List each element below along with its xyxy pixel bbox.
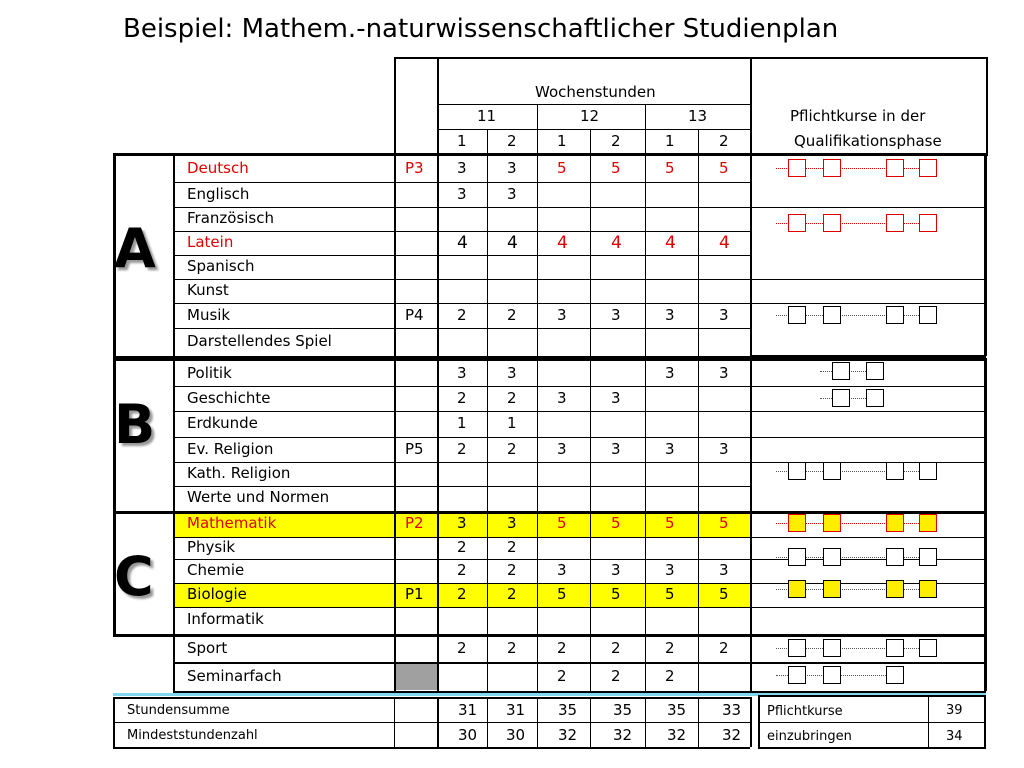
grid-line xyxy=(750,583,984,584)
grid-line xyxy=(537,662,538,691)
grid-line xyxy=(750,279,984,280)
hours-value: 5 xyxy=(719,159,729,177)
hours-value: 3 xyxy=(719,561,729,579)
grid-line xyxy=(437,697,439,747)
grid-line xyxy=(173,559,750,560)
grid-line xyxy=(750,437,984,438)
pkurs-label: P5 xyxy=(405,439,424,458)
course-checkbox-icon xyxy=(823,639,841,657)
header-half: 2 xyxy=(719,132,729,150)
grid-line xyxy=(750,559,984,560)
grid-line xyxy=(173,231,750,232)
pkurs-label: P3 xyxy=(405,159,424,177)
grid-line xyxy=(537,634,538,662)
subject-name: Kath. Religion xyxy=(187,464,291,482)
grid-line xyxy=(645,358,646,511)
course-checkbox-icon xyxy=(886,580,904,598)
grid-line xyxy=(394,57,986,59)
course-checkbox-icon xyxy=(788,514,806,532)
grid-line xyxy=(590,634,591,662)
page-title: Beispiel: Mathem.-naturwissenschaftlicher Studienplan xyxy=(123,14,839,44)
footer-stundensumme-value: 31 xyxy=(458,701,478,719)
hours-value: 2 xyxy=(507,585,517,603)
course-checkbox-icon xyxy=(886,462,904,480)
grid-line xyxy=(750,303,984,304)
grid-line xyxy=(645,634,646,662)
hours-value: 2 xyxy=(611,667,621,685)
footer-einzubringen-label: einzubringen xyxy=(767,729,852,744)
hours-value: 5 xyxy=(557,159,567,177)
hours-value: 2 xyxy=(719,639,729,657)
hours-value: 2 xyxy=(457,388,467,407)
course-checkbox-icon xyxy=(919,462,937,480)
grid-line xyxy=(394,511,396,634)
hours-value: 3 xyxy=(457,363,467,382)
footer-stundensumme-value: 31 xyxy=(506,701,526,719)
course-checkbox-icon xyxy=(919,639,937,657)
course-checkbox-icon xyxy=(886,548,904,566)
hours-value: 2 xyxy=(665,639,675,657)
hours-value: 3 xyxy=(457,514,467,532)
course-checkbox-icon xyxy=(823,214,841,232)
footer-mindest-value: 32 xyxy=(722,726,742,744)
grid-line xyxy=(173,486,750,487)
footer-mindest-value: 32 xyxy=(667,726,687,744)
hours-value: 3 xyxy=(611,439,621,458)
hours-value: 5 xyxy=(611,585,621,603)
grid-line xyxy=(487,634,488,662)
pkurs-label: P2 xyxy=(405,514,424,532)
course-checkbox-icon xyxy=(823,159,841,177)
subject-name: Informatik xyxy=(187,610,264,628)
grid-line xyxy=(487,358,488,511)
grid-line xyxy=(487,662,488,691)
subject-name: Erdkunde xyxy=(187,414,258,432)
footer-stundensumme-label: Stundensumme xyxy=(127,703,230,718)
header-year: 11 xyxy=(477,107,497,125)
hours-value: 2 xyxy=(665,667,675,685)
hours-value: 3 xyxy=(665,363,675,382)
hours-value: 3 xyxy=(719,305,729,324)
hours-value: 5 xyxy=(719,585,729,603)
hours-value: 4 xyxy=(457,233,468,253)
course-checkbox-icon xyxy=(919,306,937,324)
header-half: 2 xyxy=(611,132,621,150)
grid-line xyxy=(698,662,699,691)
grid-line xyxy=(113,697,115,747)
footer-mindest-value: 32 xyxy=(613,726,633,744)
course-checkbox-icon xyxy=(788,306,806,324)
course-checkbox-icon xyxy=(823,666,841,684)
grid-line xyxy=(698,358,699,511)
grid-line xyxy=(437,634,439,662)
grid-line xyxy=(437,104,750,105)
grid-line xyxy=(173,437,750,438)
hours-value: 5 xyxy=(719,514,729,532)
footer-mindest-label: Mindeststundenzahl xyxy=(127,728,258,743)
course-checkbox-icon xyxy=(919,214,937,232)
grid-line xyxy=(750,697,752,747)
hours-value: 3 xyxy=(457,184,467,203)
subject-name: Politik xyxy=(187,363,232,382)
course-checkbox-icon xyxy=(886,666,904,684)
grid-line xyxy=(750,662,752,691)
hours-value: 5 xyxy=(665,585,675,603)
hours-value: 3 xyxy=(557,561,567,579)
grid-line xyxy=(113,697,750,699)
hours-value: 5 xyxy=(665,159,675,177)
course-checkbox-icon xyxy=(823,548,841,566)
hours-value: 2 xyxy=(507,439,517,458)
subject-name: Darstellendes Spiel xyxy=(187,331,332,350)
grid-line xyxy=(394,57,396,156)
group-letter-c: C xyxy=(114,545,154,608)
grid-line xyxy=(173,634,986,636)
hours-value: 2 xyxy=(557,639,567,657)
grid-line xyxy=(758,722,986,723)
subject-name: Ev. Religion xyxy=(187,439,274,458)
footer-stundensumme-value: 35 xyxy=(613,701,633,719)
hours-value: 3 xyxy=(719,363,729,382)
hours-value: 4 xyxy=(557,233,568,253)
header-half: 2 xyxy=(507,132,517,150)
grid-line xyxy=(750,153,752,356)
hours-value: 3 xyxy=(557,439,567,458)
footer-mindest-value: 32 xyxy=(558,726,578,744)
course-checkbox-icon xyxy=(788,580,806,598)
header-half: 1 xyxy=(665,132,675,150)
grid-line xyxy=(645,511,646,634)
hours-value: 4 xyxy=(611,233,622,253)
pkurs-label: P4 xyxy=(405,305,424,324)
subject-name: Latein xyxy=(187,233,234,251)
hours-value: 3 xyxy=(719,439,729,458)
course-checkbox-icon xyxy=(823,580,841,598)
hours-value: 2 xyxy=(507,305,517,324)
grid-line xyxy=(750,607,984,608)
grid-line xyxy=(173,328,750,329)
subject-name: Kunst xyxy=(187,281,229,299)
subject-name: Seminarfach xyxy=(187,667,282,685)
course-checkbox-icon xyxy=(788,214,806,232)
grid-line xyxy=(173,303,750,304)
grid-line xyxy=(758,747,986,749)
subject-name: Sport xyxy=(187,639,228,657)
grid-line xyxy=(698,129,699,156)
hours-value: 2 xyxy=(457,561,467,579)
grid-line xyxy=(173,583,750,584)
grid-line xyxy=(537,697,538,747)
grid-line xyxy=(173,662,986,664)
course-checkbox-icon xyxy=(919,580,937,598)
course-checkbox-icon xyxy=(788,462,806,480)
grid-line xyxy=(173,358,175,511)
course-checkbox-icon xyxy=(886,214,904,232)
grid-line xyxy=(173,411,750,412)
hours-value: 2 xyxy=(507,639,517,657)
grid-line xyxy=(750,355,984,356)
hours-value: 3 xyxy=(507,514,517,532)
hours-value: 3 xyxy=(507,184,517,203)
grid-line xyxy=(750,386,984,387)
hours-value: 3 xyxy=(665,305,675,324)
grid-line xyxy=(750,634,752,662)
grid-line xyxy=(590,662,591,691)
hours-value: 3 xyxy=(557,388,567,407)
subject-name: Biologie xyxy=(187,585,247,603)
header-year: 12 xyxy=(580,107,600,125)
grid-line xyxy=(173,662,175,691)
hours-value: 2 xyxy=(507,561,517,579)
header-half: 1 xyxy=(557,132,567,150)
course-checkbox-icon xyxy=(823,306,841,324)
course-checkbox-icon xyxy=(866,389,884,407)
grid-line xyxy=(750,358,752,511)
hours-value: 1 xyxy=(457,414,467,432)
grid-line xyxy=(437,662,439,691)
grid-line xyxy=(986,57,988,156)
grid-line xyxy=(437,129,750,130)
subject-name: Chemie xyxy=(187,561,245,579)
course-checkbox-icon xyxy=(823,514,841,532)
hours-value: 3 xyxy=(507,159,517,177)
grid-line xyxy=(750,57,752,156)
grid-line xyxy=(487,129,488,156)
course-checkbox-icon xyxy=(886,639,904,657)
grid-line xyxy=(590,129,591,156)
hours-value: 4 xyxy=(665,233,676,253)
grid-line xyxy=(537,511,538,634)
group-letter-a: A xyxy=(114,217,156,280)
hours-value: 2 xyxy=(457,305,467,324)
hours-value: 2 xyxy=(557,667,567,685)
grid-line xyxy=(928,695,929,747)
grid-line xyxy=(984,153,987,356)
hours-value: 1 xyxy=(507,414,517,432)
grid-line xyxy=(758,695,760,747)
subject-name: Physik xyxy=(187,538,236,556)
grid-line xyxy=(173,279,750,280)
subject-name: Deutsch xyxy=(187,159,249,177)
grid-line xyxy=(437,358,439,511)
course-checkbox-icon xyxy=(788,159,806,177)
course-checkbox-icon xyxy=(866,362,884,380)
grid-line xyxy=(645,662,646,691)
grid-line xyxy=(173,182,750,183)
grid-line xyxy=(113,747,750,749)
hours-value: 3 xyxy=(611,305,621,324)
grid-line xyxy=(394,697,395,747)
grid-line xyxy=(173,255,750,256)
hours-value: 5 xyxy=(611,159,621,177)
pkurs-label: P1 xyxy=(405,585,424,603)
hours-value: 2 xyxy=(507,538,517,556)
grid-line xyxy=(437,57,439,156)
header-pflicht-line1: Pflichtkurse in der xyxy=(790,107,926,125)
grid-line xyxy=(750,511,984,512)
subject-name: Geschichte xyxy=(187,388,271,407)
course-checkbox-icon xyxy=(919,159,937,177)
footer-einzubringen-value: 34 xyxy=(946,729,963,744)
hours-value: 2 xyxy=(507,388,517,407)
subject-name: Französisch xyxy=(187,209,275,227)
course-checkbox-icon xyxy=(788,548,806,566)
group-letter-b: B xyxy=(114,393,156,456)
subject-name: Spanisch xyxy=(187,257,255,275)
grid-line xyxy=(394,662,396,691)
footer-pflichtkurse-value: 39 xyxy=(946,703,963,718)
grid-line xyxy=(537,358,538,511)
header-pflicht-line2: Qualifikationsphase xyxy=(794,132,942,150)
course-checkbox-icon xyxy=(919,548,937,566)
hours-value: 3 xyxy=(665,439,675,458)
grid-line xyxy=(698,697,699,747)
hours-value: 2 xyxy=(457,585,467,603)
footer-mindest-value: 30 xyxy=(458,726,478,744)
course-checkbox-icon xyxy=(832,362,850,380)
grid-line xyxy=(113,153,986,156)
grid-line xyxy=(487,697,488,747)
grid-line xyxy=(173,511,175,634)
grid-line xyxy=(173,207,750,208)
grid-line xyxy=(590,358,591,511)
grid-line xyxy=(750,537,984,538)
hours-value: 4 xyxy=(507,233,518,253)
grid-line xyxy=(394,358,396,511)
course-checkbox-icon xyxy=(886,306,904,324)
hours-value: 5 xyxy=(611,514,621,532)
seminar-gray-cell xyxy=(394,664,437,690)
subject-name: Musik xyxy=(187,305,231,324)
grid-line xyxy=(113,722,750,723)
grid-line xyxy=(394,634,396,662)
grid-line xyxy=(750,462,984,463)
grid-line xyxy=(750,511,752,634)
course-checkbox-icon xyxy=(788,666,806,684)
header-year: 13 xyxy=(688,107,708,125)
grid-line xyxy=(437,511,439,634)
grid-line xyxy=(173,386,750,387)
hours-value: 3 xyxy=(665,561,675,579)
hours-value: 4 xyxy=(719,233,730,253)
grid-line xyxy=(487,511,488,634)
course-checkbox-icon xyxy=(919,514,937,532)
grid-line xyxy=(590,697,591,747)
grid-line xyxy=(750,207,984,208)
hours-value: 2 xyxy=(457,639,467,657)
footer-mindest-value: 30 xyxy=(506,726,526,744)
grid-line xyxy=(537,104,538,156)
footer-stundensumme-value: 35 xyxy=(667,701,687,719)
grid-line xyxy=(645,104,646,156)
footer-pflichtkurse-label: Pflichtkurse xyxy=(767,704,843,719)
grid-line xyxy=(590,511,591,634)
grid-line xyxy=(984,634,987,662)
hours-value: 5 xyxy=(557,514,567,532)
hours-value: 2 xyxy=(611,639,621,657)
grid-line xyxy=(113,358,986,361)
course-checkbox-icon xyxy=(886,514,904,532)
course-checkbox-icon xyxy=(886,159,904,177)
hours-value: 5 xyxy=(665,514,675,532)
subject-name: Englisch xyxy=(187,184,250,203)
grid-line xyxy=(173,462,750,463)
hours-value: 2 xyxy=(457,538,467,556)
hours-value: 3 xyxy=(457,159,467,177)
grid-line xyxy=(984,695,986,747)
grid-line xyxy=(698,634,699,662)
subject-name: Werte und Normen xyxy=(187,488,330,506)
hours-value: 2 xyxy=(457,439,467,458)
grid-line xyxy=(698,511,699,634)
grid-line xyxy=(173,634,175,662)
grid-line xyxy=(173,607,750,608)
grid-line xyxy=(758,695,986,697)
grid-line xyxy=(984,358,987,511)
footer-stundensumme-value: 35 xyxy=(558,701,578,719)
course-checkbox-icon xyxy=(788,639,806,657)
hours-value: 3 xyxy=(557,305,567,324)
subject-name: Mathematik xyxy=(187,514,277,532)
grid-line xyxy=(984,511,987,634)
footer-stundensumme-value: 33 xyxy=(722,701,742,719)
hours-value: 5 xyxy=(557,585,567,603)
header-half: 1 xyxy=(457,132,467,150)
course-checkbox-icon xyxy=(823,462,841,480)
course-checkbox-icon xyxy=(832,389,850,407)
hours-value: 3 xyxy=(611,561,621,579)
header-wochenstunden: Wochenstunden xyxy=(535,83,656,101)
hours-value: 3 xyxy=(611,388,621,407)
hours-value: 3 xyxy=(507,363,517,382)
grid-line xyxy=(984,662,987,691)
grid-line xyxy=(645,697,646,747)
grid-line xyxy=(750,411,984,412)
